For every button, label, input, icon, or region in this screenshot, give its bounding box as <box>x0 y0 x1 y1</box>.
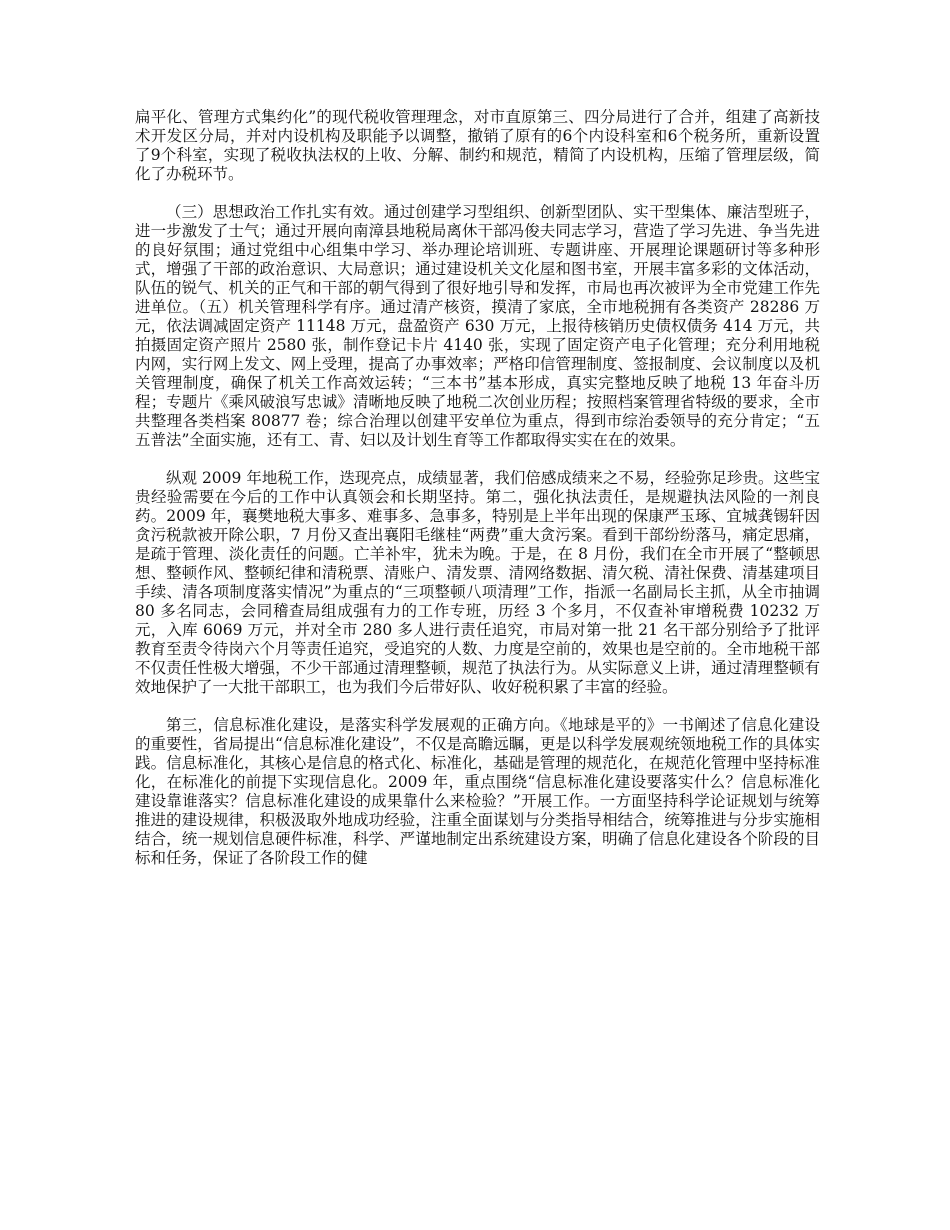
paragraph-4: 第三，信息标准化建设，是落实科学发展观的正确方向。《地球是平的》一书阐述了信息化建设的重要性，省局提出“信息标准化建设”，不仅是高瞻远瞩，更是以科学发展观统领地税工作的具体实践。信息标准化，其核心是信息的格式化、标准化，基础是管理的规范化，在规范化管理中坚持标准化，在标准化的前提下实现信息化。2009 年，重点围绕“信息标准化建设要落实什么？信息标准化建设靠谁落实？信息标准化建设的成果靠什么来检验？”开展工作。一方面坚持科学论证规划与统筹推进的建设规律，积极汲取外地成功经验，注重全面谋划与分类指导相结合，统筹推进与分步实施相结合，统一规划信息硬件标准，科学、严谨地制定出系统建设方案，明确了信息化建设各个阶段的目标和任务，保证了各阶段工作的健 <box>135 716 820 867</box>
paragraph-3: 纵观 2009 年地税工作，迭现亮点，成绩显著，我们倍感成绩来之不易，经验弥足珍贵。这些宝贵经验需要在今后的工作中认真领会和长期坚持。第二，强化执法责任，是规避执法风险的一剂良药。2009 年，襄樊地税大事多、难事多、急事多，特别是上半年出现的保康严玉琢、宜城龚锡轩因贪污税款被开除公职，7 月份又查出襄阳毛继桂“两费”重大贪污案。看到干部纷纷落马，痛定思痛，是疏于管理、淡化责任的问题。亡羊补牢，犹未为晚。于是，在 8 月份，我们在全市开展了“整顿思想、整顿作风、整顿纪律和清税票、清账户、清发票、清网络数据、清欠税、清社保费、清基建项目手续、清各项制度落实情况”为重点的“三项整顿八项清理”工作，指派一名副局长主抓，从全市抽调 80 多名同志，会同稽查局组成强有力的工作专班，历经 3 个多月，不仅查补审增税费 10232 万元，入库 6069 万元，并对全市 280 多人进行责任追究，市局对第一批 21 名干部分别给予了批评教育至责令待岗六个月等责任追究，受追究的人数、力度是空前的，效果也是空前的。全市地税干部不仅责任性极大增强，不少干部通过清理整顿，规范了执法行为。从实际意义上讲，通过清理整顿有效地保护了一大批干部职工，也为我们今后带好队、收好税积累了丰富的经验。 <box>135 469 820 696</box>
paragraph-2: （三）思想政治工作扎实有效。通过创建学习型组织、创新型团队、实干型集体、廉洁型班子，进一步激发了士气；通过开展向南漳县地税局离休干部冯俊夫同志学习，营造了学习先进、争当先进的良好氛围；通过党组中心组集中学习、举办理论培训班、专题讲座、开展理论课题研讨等多种形式，增强了干部的政治意识、大局意识；通过建设机关文化屋和图书室，开展丰富多彩的文体活动，队伍的锐气、机关的正气和干部的朝气得到了很好地引导和发挥，市局也再次被评为全市党建工作先进单位。（五）机关管理科学有序。通过清产核资，摸清了家底，全市地税拥有各类资产 28286 万元，依法调减固定资产 11148 万元，盘盈资产 630 万元，上报待核销历史债权债务 414 万元，共拍摄固定资产照片 2580 张，制作登记卡片 4140 张，实现了固定资产电子化管理；充分利用地税内网，实行网上发文、网上受理，提高了办事效率；严格印信管理制度、签报制度、会议制度以及机关管理制度，确保了机关工作高效运转；“三本书”基本形成，真实完整地反映了地税 13 年奋斗历程；专题片《乘风破浪写忠诚》清晰地反映了地税二次创业历程；按照档案管理省特级的要求，全市共整理各类档案 80877 卷；综合治理以创建平安单位为重点，得到市综治委领导的充分肯定；“五五普法”全面实施，还有工、青、妇以及计划生育等工作都取得实实在在的效果。 <box>135 203 820 449</box>
document-body <box>135 108 820 868</box>
paragraph-1: 扁平化、管理方式集约化”的现代税收管理理念，对市直原第三、四分局进行了合并，组建了高新技术开发区分局，并对内设机构及职能予以调整，撤销了原有的6个内设科室和6个税务所，重新设置了9个科室，实现了税收执法权的上收、分解、制约和规范，精简了内设机构，压缩了管理层级，简化了办税环节。 <box>135 108 820 183</box>
